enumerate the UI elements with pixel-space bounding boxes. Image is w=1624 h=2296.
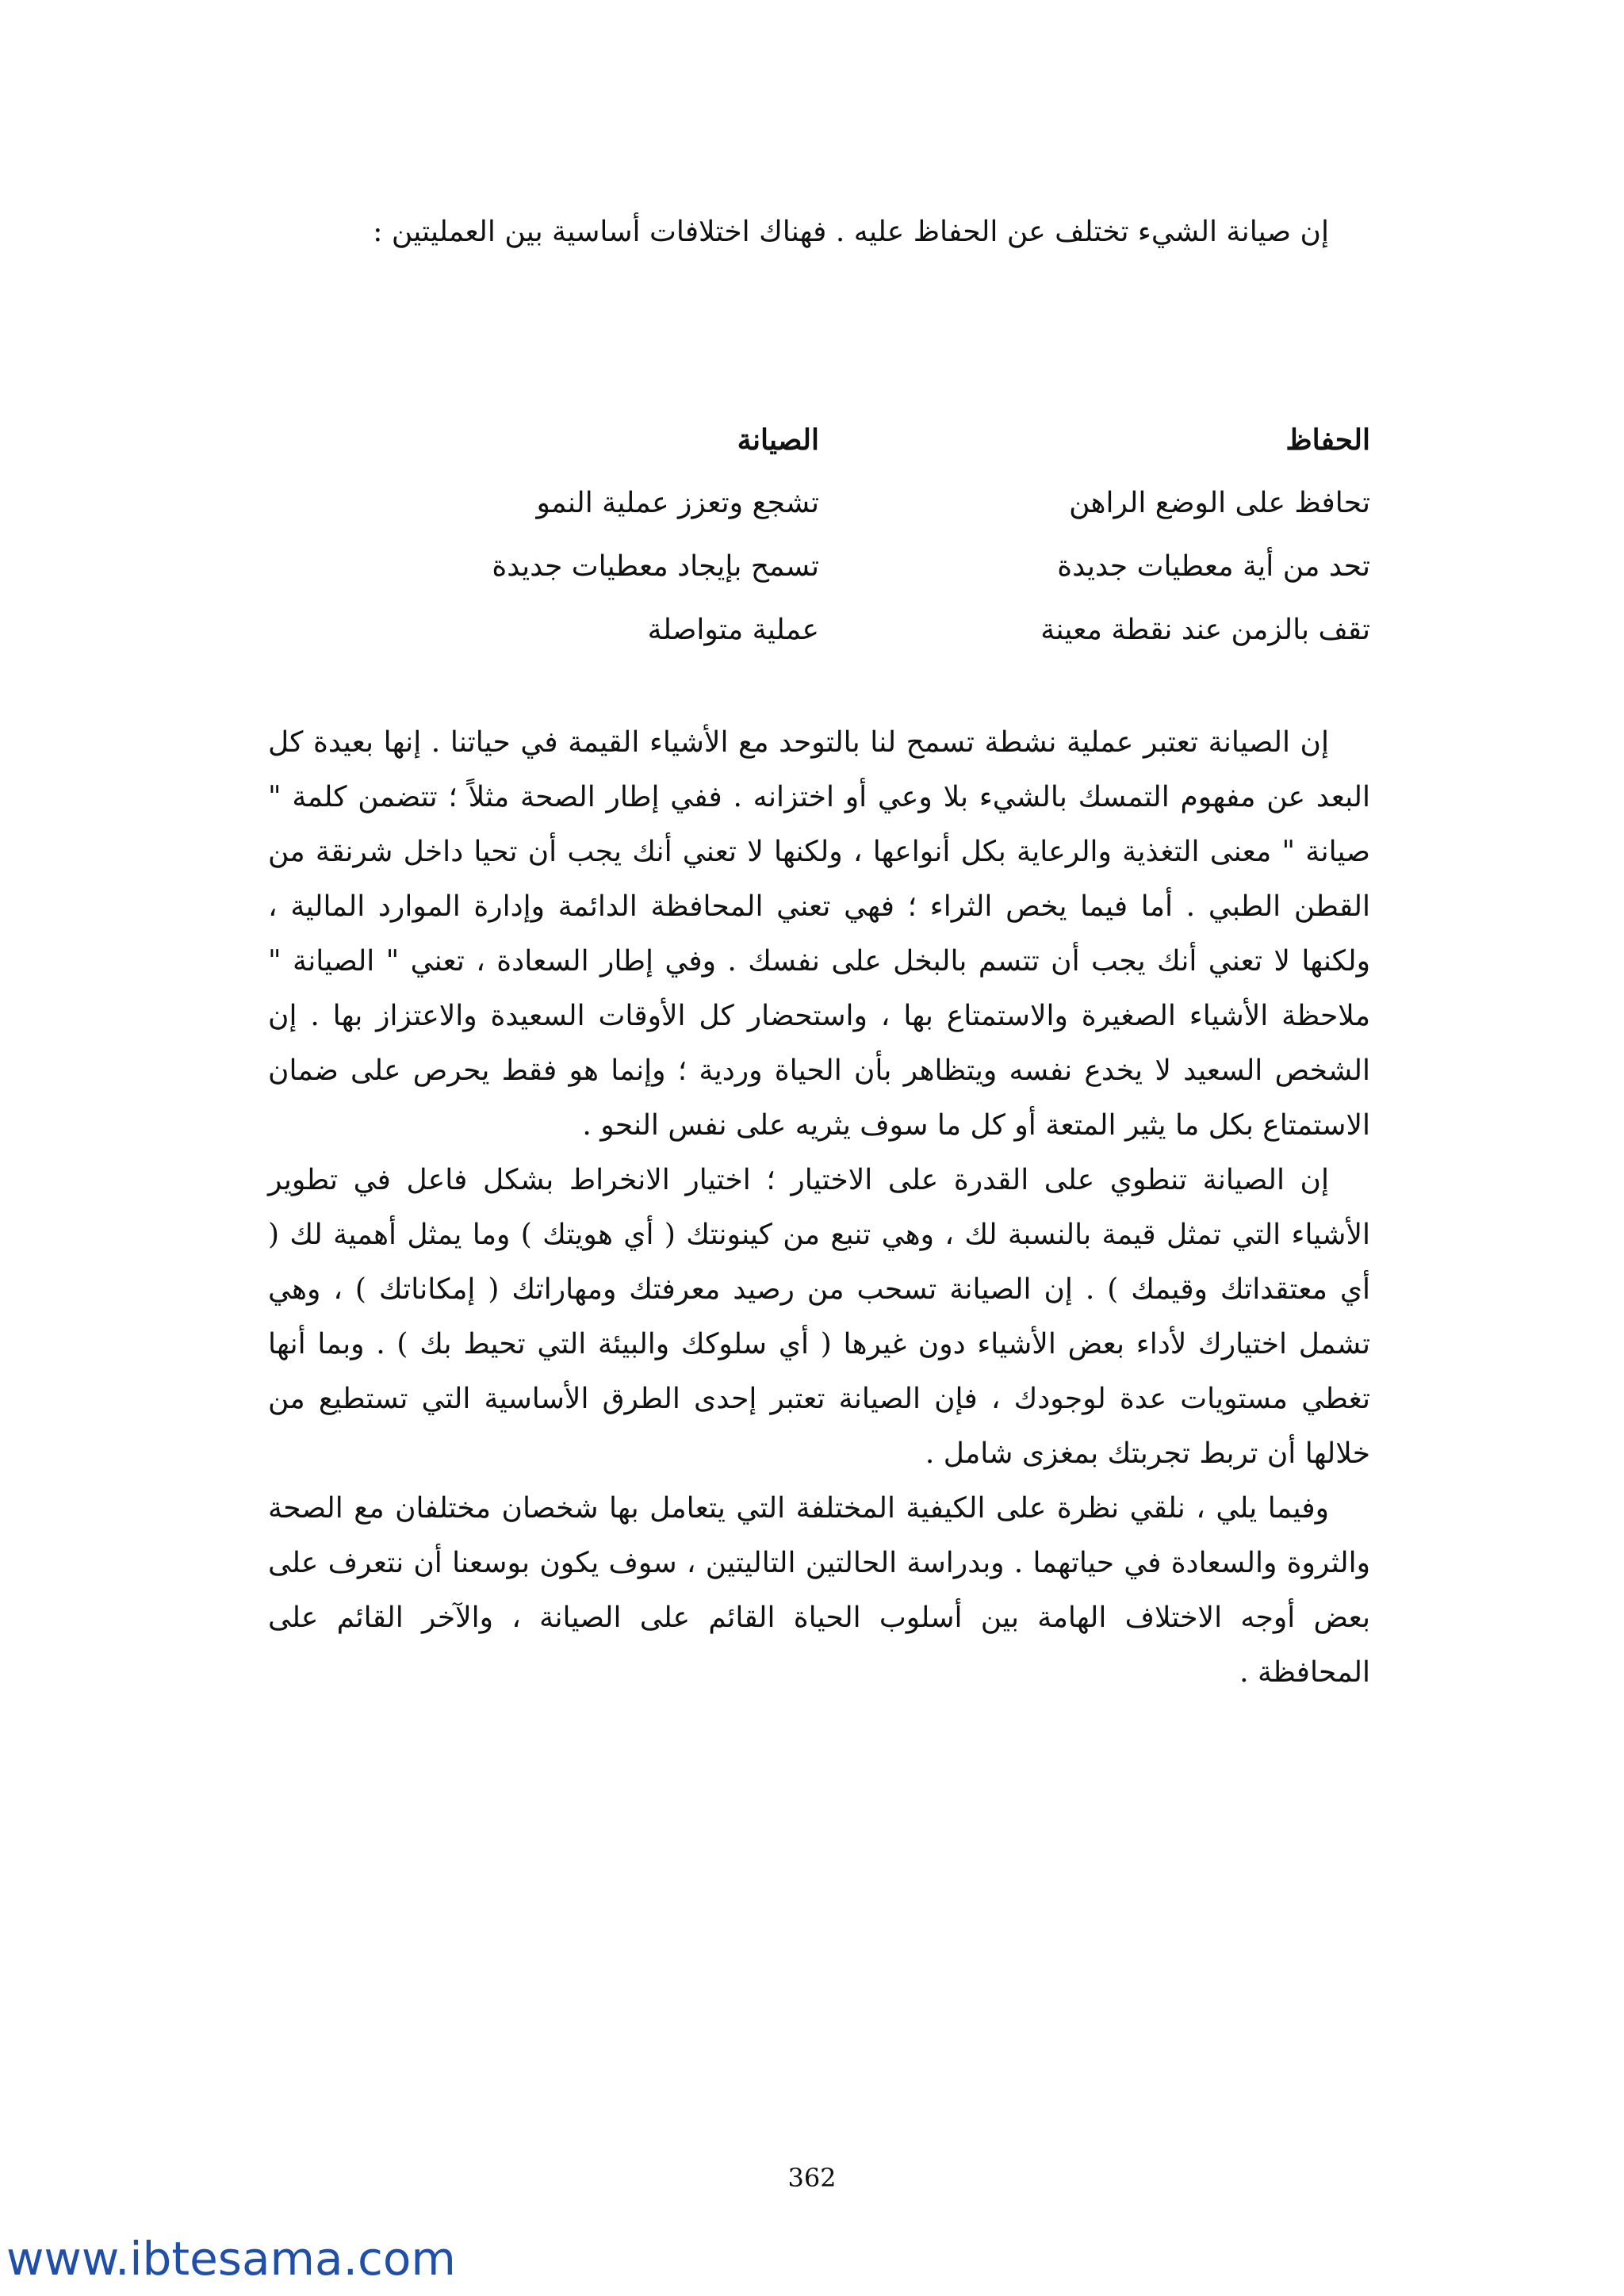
maintenance-heading: الصيانة bbox=[737, 423, 819, 457]
body-paragraph: وفيما يلي ، نلقي نظرة على الكيفية المختلفة التي يتعامل بها شخصان مختلفان مع الصحة والثروة والسعادة في حياتهما . وبدراسة الحالتين التاليتين ، سوف يكون بوسعنا أن نتعرف على بعض أوجه الاختلاف الهامة بين أسلوب الحياة القائم على الصيانة ، والآخر القائم على المحافظة . bbox=[268, 1492, 1370, 1689]
body-section bbox=[268, 715, 1370, 1700]
body-paragraph: إن الصيانة تعتبر عملية نشطة تسمح لنا بالتوحد مع الأشياء القيمة في حياتنا . إنها بعيدة كل البعد عن مفهوم التمسك بالشيء بلا وعي أو اختزانه . ففي إطار الصحة مثلاً ؛ تتضمن كلمة " صيانة " معنى التغذية والرعاية بكل أنواعها ، ولكنها لا تعني أنك يجب أن تحيا داخل شرنقة من القطن الطبي . أما فيما يخص الثراء ؛ فهي تعني المحافظة الدائمة وإدارة الموارد المالية ، ولكنها لا تعني أنك يجب أن تتسم بالبخل على نفسك . وفي إطار السعادة ، تعني " الصيانة " ملاحظة الأشياء الصغيرة والاستمتاع بها ، واستحضار كل الأوقات السعيدة والاعتزاز بها . إن الشخص السعيد لا يخدع نفسه ويتظاهر بأن الحياة وردية ؛ وإنما هو فقط يحرص على ضمان الاستمتاع بكل ما يثير المتعة أو كل ما سوف يثريه على نفس النحو . bbox=[268, 726, 1370, 1142]
body-paragraph: إن الصيانة تنطوي على القدرة على الاختيار ؛ اختيار الانخراط بشكل فاعل في تطوير الأشياء التي تمثل قيمة بالنسبة لك ، وهي تنبع من كينونتك ( أي هويتك ) وما يمثل أهمية لك ( أي معتقداتك وقيمك ) . إن الصيانة تسحب من رصيد معرفتك ومهاراتك ( إمكاناتك ) ، وهي تشمل اختيارك لأداء بعض الأشياء دون غيرها ( أي سلوكك والبيئة التي تحيط بك ) . وبما أنها تغطي مستويات عدة لوجودك ، فإن الصيانة تعتبر إحدى الطرق الأساسية التي تستطيع من خلالها أن تربط تجربتك بمغزى شامل . bbox=[268, 1164, 1370, 1470]
comparison-table bbox=[268, 408, 1370, 662]
preservation-heading: الحفاظ bbox=[1285, 423, 1370, 457]
preservation-item: تحافظ على الوضع الراهن bbox=[1069, 487, 1370, 519]
preservation-column bbox=[819, 408, 1370, 662]
preservation-item: تحد من أية معطيات جديدة bbox=[1057, 550, 1370, 583]
intro-paragraph: إن صيانة الشيء تختلف عن الحفاظ عليه . فهناك اختلافات أساسية بين العمليتين : bbox=[373, 216, 1329, 248]
page-number: 362 bbox=[787, 2163, 837, 2193]
maintenance-column bbox=[268, 408, 819, 662]
watermark-link: www.ibtesama.com bbox=[6, 2232, 456, 2286]
intro-section bbox=[268, 205, 1370, 259]
maintenance-item: تشجع وتعزز عملية النمو bbox=[536, 487, 819, 519]
maintenance-item: تسمح بإيجاد معطيات جديدة bbox=[492, 550, 819, 583]
preservation-item: تقف بالزمن عند نقطة معينة bbox=[1040, 614, 1370, 646]
maintenance-item: عملية متواصلة bbox=[647, 614, 819, 646]
